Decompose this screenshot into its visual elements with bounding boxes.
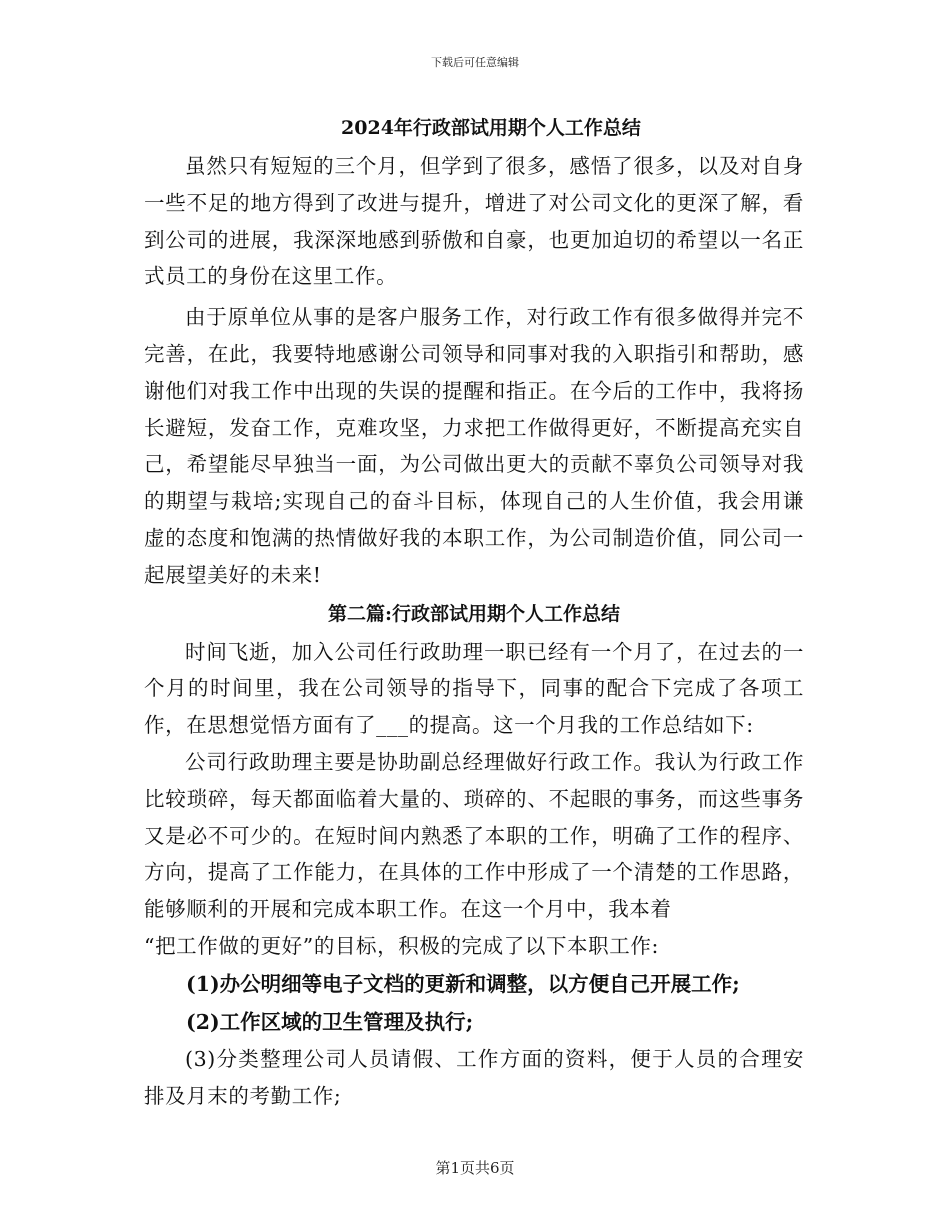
list-item-2: (2)工作区域的卫生管理及执行; (186, 1009, 474, 1034)
page-header: 下载后可任意编辑 (431, 56, 519, 69)
section-2-title: 第二篇:行政部试用期个人工作总结 (327, 602, 620, 625)
paragraph-1: 虽然只有短短的三个月，但学到了很多，感悟了很多，以及对自身一些不足的地方得到了改进与提升，增进了对公司文化的更深了解，看到公司的进展，我深深地感到骄傲和自豪，也更加迫切的希望以一名正式员工的身份在这里工作。 (144, 154, 804, 289)
page-footer: 第1页共6页 (435, 1159, 515, 1177)
document-body (144, 108, 804, 1114)
document-title: 2024年行政部试用期个人工作总结 (341, 117, 641, 139)
paragraph-4: 公司行政助理主要是协助副总经理做好行政工作。我认为行政工作比较琐碎，每天都面临着大量的、琐碎的、不起眼的事务，而这些事务又是必不可少的。在短时间内熟悉了本职的工作，明确了工作的程序、方向，提高了工作能力，在具体的工作中形成了一个清楚的工作思路，能够顺利的开展和完成本职工作。在这一个月中，我本着 (144, 749, 804, 922)
paragraph-3: 时间飞逝，加入公司任行政助理一职已经有一个月了，在过去的一个月的时间里，我在公司领导的指导下，同事的配合下完成了各项工作，在思想觉悟方面有了___的提高。这一个月我的工作总结如下: (144, 639, 804, 738)
paragraph-4-continued: “把工作做的更好”的目标，积极的完成了以下本职工作: (144, 933, 659, 958)
paragraph-2: 由于原单位从事的是客户服务工作，对行政工作有很多做得并完不完善，在此，我要特地感谢公司领导和同事对我的入职指引和帮助，感谢他们对我工作中出现的失误的提醒和指正。在今后的工作中，我将扬长避短，发奋工作，克难攻坚，力求把工作做得更好，不断提高充实自己，希望能尽早独当一面，为公司做出更大的贡献不辜负公司领导对我的期望与栽培;实现自己的奋斗目标，体现自己的人生价值，我会用谦虚的态度和饱满的热情做好我的本职工作，为公司制造价值，同公司一起展望美好的未来! (144, 305, 804, 587)
list-item-3: (3)分类整理公司人员请假、工作方面的资料，便于人员的合理安排及月末的考勤工作; (144, 1046, 804, 1108)
list-item-1: (1)办公明细等电子文档的更新和调整，以方便自己开展工作; (186, 971, 740, 996)
